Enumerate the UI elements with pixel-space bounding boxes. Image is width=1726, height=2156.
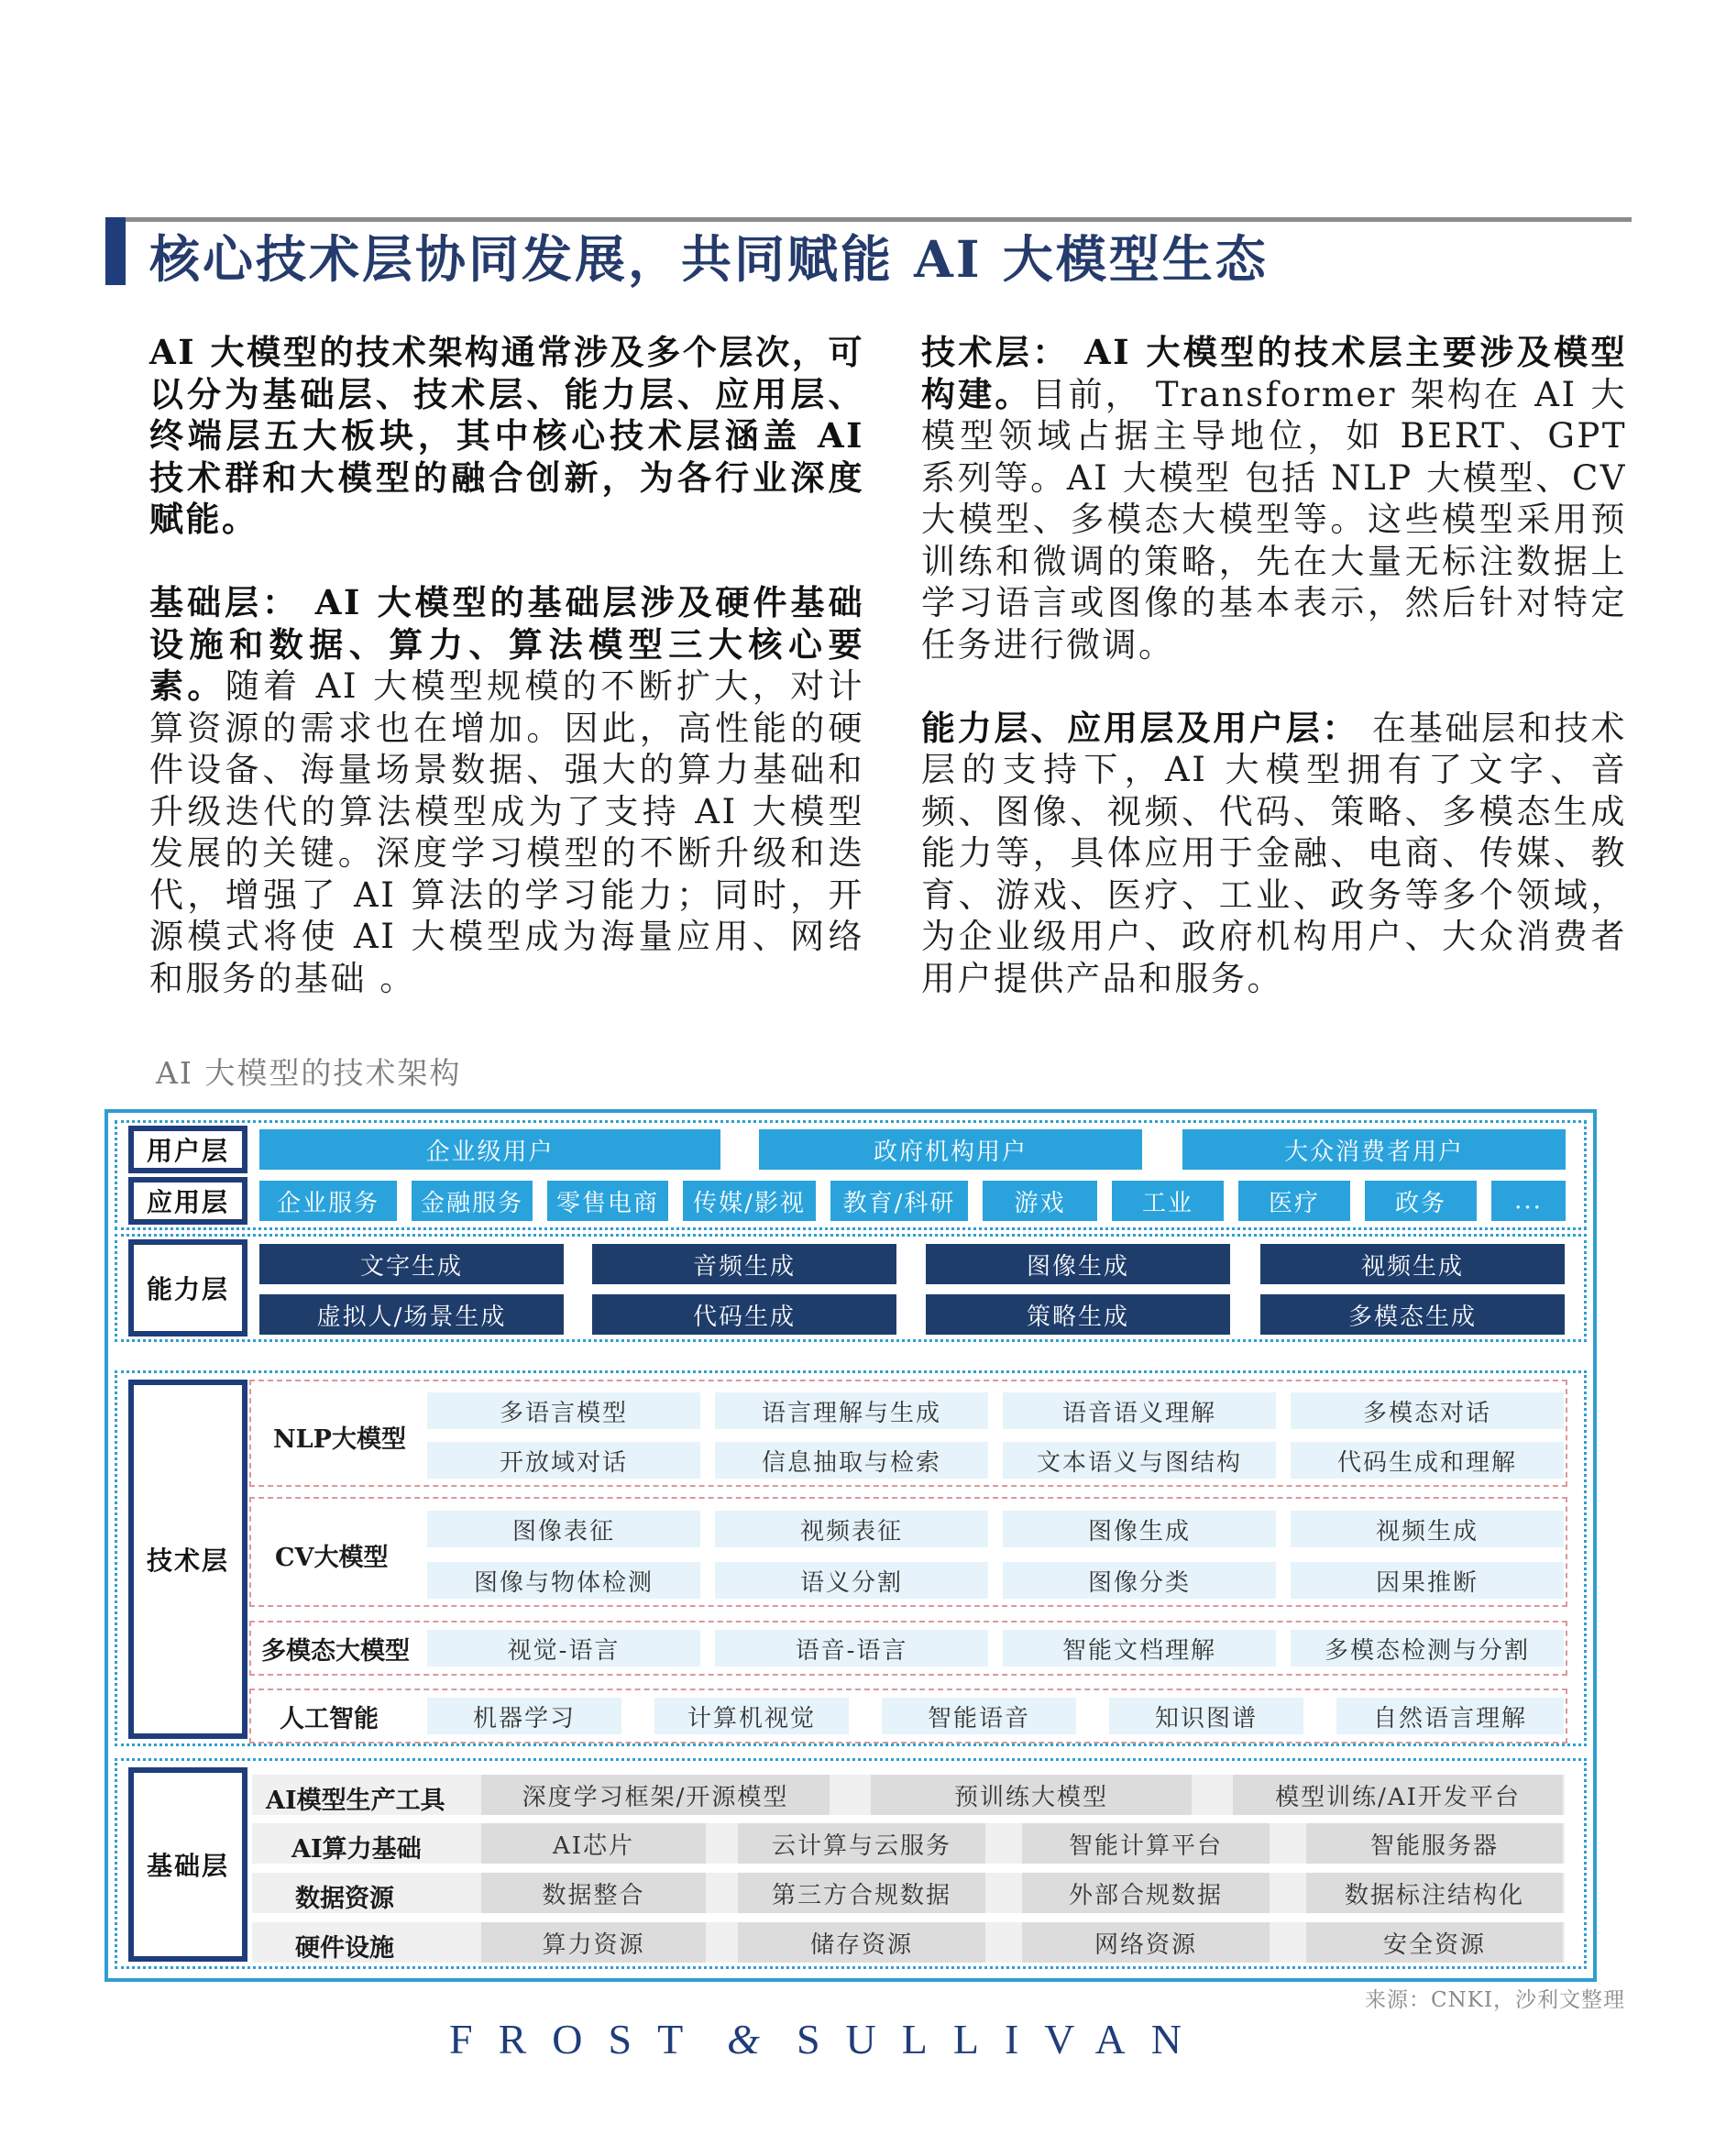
app-item: 零售电商 xyxy=(547,1181,668,1221)
frost-sullivan-logo xyxy=(449,2015,1207,2063)
nlp-item: 语言理解与生成 xyxy=(715,1392,988,1429)
base-item: 智能服务器 xyxy=(1306,1823,1563,1864)
tech-layer-label: 技术层 xyxy=(128,1380,247,1739)
logo-right: SULLIVAN xyxy=(796,2016,1208,2062)
figure-source: 来源：CNKI，沙利文整理 xyxy=(1365,1988,1625,2012)
intro-text: AI 大模型的技术架构通常涉及多个层次，可以分为基础层、技术层、能力层、应用层、终端层五大板块，其中核心技术层涵盖 AI 技术群和大模型的融合创新，为各行业深度赋能。 xyxy=(149,332,864,539)
tech-lead: 技术层： AI 大模型的技术层主要涉及模型构建。 xyxy=(921,332,1627,414)
base-lead: 基础层： AI 大模型的基础层涉及硬件基础设施和数据、算力、算法模型三大核心要素。 xyxy=(149,582,864,706)
intro-paragraph xyxy=(149,332,864,541)
base-item: 模型训练/AI开发平台 xyxy=(1233,1775,1563,1815)
cv-item: 因果推断 xyxy=(1291,1562,1564,1599)
logo-left: FROST xyxy=(449,2016,709,2062)
app-item: 企业服务 xyxy=(259,1181,397,1221)
base-item: 智能计算平台 xyxy=(1022,1823,1270,1864)
nlp-name: NLP大模型 xyxy=(273,1425,406,1454)
base-item: 数据整合 xyxy=(481,1873,706,1913)
app-layer-label: 应用层 xyxy=(128,1177,247,1225)
section-title: 核心技术层协同发展，共同赋能 AI 大模型生态 xyxy=(149,229,1269,289)
ai-name: 人工智能 xyxy=(280,1705,379,1733)
capability-text: 在基础层和技术层的支持下，AI 大模型拥有了文字、音频、图像、视频、代码、策略、多模态生成能力等，具体应用于金融、电商、传媒、教育、游戏、医疗、工业、政务等多个领域，为企业级用户、政府机构用户、大众消费者用户提供产品和服务。 xyxy=(921,708,1628,998)
app-item: 游戏 xyxy=(983,1181,1097,1221)
logo-ampersand: & xyxy=(727,2016,760,2062)
app-item: 教育/科研 xyxy=(830,1181,968,1221)
base-item: 云计算与云服务 xyxy=(738,1823,985,1864)
cv-item: 图像分类 xyxy=(1003,1562,1276,1599)
cv-item: 图像生成 xyxy=(1003,1511,1276,1547)
user-item: 企业级用户 xyxy=(259,1129,720,1170)
base-row-name: AI模型生产工具 xyxy=(266,1787,445,1815)
base-item: 第三方合规数据 xyxy=(738,1873,985,1913)
ai-item: 机器学习 xyxy=(427,1698,621,1734)
left-column xyxy=(149,332,864,999)
base-item: 算力资源 xyxy=(481,1922,706,1963)
capability-layer-label: 能力层 xyxy=(128,1239,247,1336)
nlp-item: 代码生成和理解 xyxy=(1291,1442,1564,1479)
cv-item: 图像与物体检测 xyxy=(427,1562,700,1599)
base-item: 数据标注结构化 xyxy=(1306,1873,1563,1913)
cv-item: 图像表征 xyxy=(427,1511,700,1547)
base-item: 外部合规数据 xyxy=(1022,1873,1270,1913)
app-item: 工业 xyxy=(1112,1181,1224,1221)
base-item: AI芯片 xyxy=(481,1823,706,1864)
cv-item: 视频生成 xyxy=(1291,1511,1564,1547)
base-row-name: 数据资源 xyxy=(295,1885,394,1913)
nlp-item: 多模态对话 xyxy=(1291,1392,1564,1429)
capability-item: 多模态生成 xyxy=(1260,1294,1565,1335)
base-paragraph xyxy=(149,582,864,999)
app-item: ... xyxy=(1491,1181,1566,1221)
cv-item: 视频表征 xyxy=(715,1511,988,1547)
multimodal-item: 视觉-语言 xyxy=(427,1630,700,1666)
capability-item: 视频生成 xyxy=(1260,1244,1565,1284)
app-item: 金融服务 xyxy=(412,1181,533,1221)
capability-paragraph xyxy=(921,708,1627,1000)
capability-item: 文字生成 xyxy=(259,1244,564,1284)
base-layer-label: 基础层 xyxy=(128,1767,247,1962)
tech-paragraph xyxy=(921,332,1627,666)
right-column xyxy=(921,332,1627,999)
base-item: 储存资源 xyxy=(738,1922,985,1963)
figure-caption: AI 大模型的技术架构 xyxy=(156,1055,462,1091)
capability-item: 策略生成 xyxy=(926,1294,1230,1335)
app-item: 医疗 xyxy=(1238,1181,1350,1221)
capability-item: 虚拟人/场景生成 xyxy=(259,1294,564,1335)
nlp-item: 语音语义理解 xyxy=(1003,1392,1276,1429)
nlp-item: 开放域对话 xyxy=(427,1442,700,1479)
multimodal-item: 语音-语言 xyxy=(715,1630,988,1666)
capability-item: 图像生成 xyxy=(926,1244,1230,1284)
nlp-item: 多语言模型 xyxy=(427,1392,700,1429)
user-layer-label: 用户层 xyxy=(128,1126,247,1173)
multimodal-item: 智能文档理解 xyxy=(1003,1630,1276,1666)
ai-item: 自然语言理解 xyxy=(1336,1698,1564,1734)
ai-item: 计算机视觉 xyxy=(654,1698,849,1734)
base-row-name: 硬件设施 xyxy=(295,1934,394,1963)
section-title-bar xyxy=(105,217,126,285)
app-item: 政务 xyxy=(1365,1181,1477,1221)
capability-lead: 能力层、应用层及用户层： xyxy=(921,707,1359,748)
capability-item: 代码生成 xyxy=(592,1294,896,1335)
tech-text: 目前， Transformer 架构在 AI 大模型领域占据主导地位，如 BERT、GPT 系列等。AI 大模型 包括 NLP 大模型、CV 大模型、多模态大模型等。这些模型采用预训练和微调的策略，先在大量无标注数据上学习语言或图像的基本表示，然后针对特定任务进行微调。 xyxy=(921,374,1628,665)
cv-item: 语义分割 xyxy=(715,1562,988,1599)
ai-item: 知识图谱 xyxy=(1109,1698,1303,1734)
multimodal-item: 多模态检测与分割 xyxy=(1291,1630,1564,1666)
section-rule xyxy=(105,217,1632,222)
app-item: 传媒/影视 xyxy=(683,1181,816,1221)
nlp-item: 信息抽取与检索 xyxy=(715,1442,988,1479)
base-item: 网络资源 xyxy=(1022,1922,1270,1963)
ai-item: 智能语音 xyxy=(882,1698,1076,1734)
cv-name: CV大模型 xyxy=(275,1544,389,1572)
base-item: 深度学习框架/开源模型 xyxy=(481,1775,830,1815)
base-text: 随着 AI 大模型规模的不断扩大，对计算资源的需求也在增加。因此，高性能的硬件设备、海量场景数据、强大的算力基础和升级迭代的算法模型成为了支持 AI 大模型发展的关键。深度学习模型的不断升级和迭代，增强了 AI 算法的学习能力；同时，开源模式将使 AI 大模型成为海量应用、网络和服务的基础 。 xyxy=(149,666,865,998)
user-item: 大众消费者用户 xyxy=(1182,1129,1566,1170)
base-item: 预训练大模型 xyxy=(871,1775,1192,1815)
nlp-item: 文本语义与图结构 xyxy=(1003,1442,1276,1479)
capability-item: 音频生成 xyxy=(592,1244,896,1284)
base-item: 安全资源 xyxy=(1306,1922,1563,1963)
multimodal-name: 多模态大模型 xyxy=(261,1637,410,1666)
user-item: 政府机构用户 xyxy=(759,1129,1142,1170)
base-row-name: AI算力基础 xyxy=(291,1835,422,1864)
